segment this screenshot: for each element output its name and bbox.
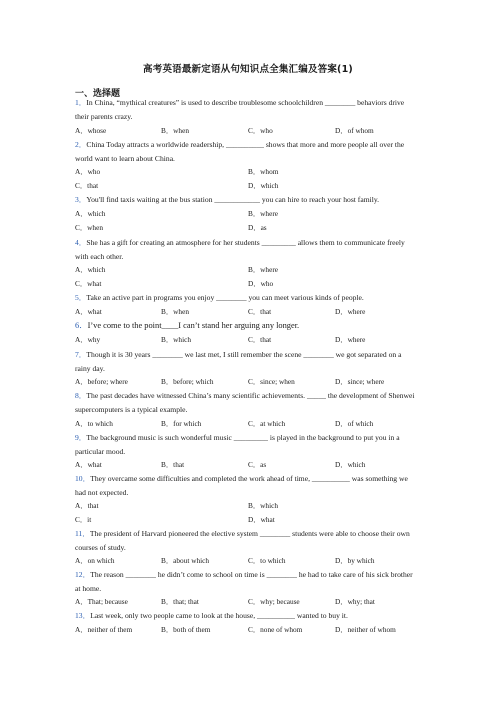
option-d[interactable]: D．who (248, 279, 274, 288)
question-13 (75, 609, 435, 623)
option-b[interactable]: B．when (161, 126, 189, 135)
option-c[interactable]: C．why; because (248, 597, 300, 606)
option-a[interactable]: A．before; where (75, 377, 128, 386)
question-number: 1． (75, 98, 87, 107)
option-a[interactable]: A．That; because (75, 597, 128, 606)
option-a[interactable]: A．who (75, 167, 101, 176)
question-number: 2． (75, 140, 87, 149)
option-a[interactable]: A．on which (75, 556, 115, 565)
option-a[interactable]: A．whose (75, 126, 107, 135)
question-text: The past decades have witnessed China’s many scientific achievements. _____ the development of Shenwei supercomputers is a typical example. (75, 391, 415, 414)
option-d[interactable]: D．which (335, 460, 366, 469)
question-text: The reason ________ he didn’t come to school on time is ________ he had to take care of his sick brother at home. (75, 570, 413, 593)
option-a[interactable]: A．which (75, 209, 106, 218)
question-text: Though it is 30 years ________ we last met, I still remember the scene ________ we got separated on a rainy day. (75, 350, 402, 373)
option-a[interactable]: A．what (75, 307, 102, 316)
option-b[interactable]: B．both of them (161, 625, 211, 634)
option-b[interactable]: B．when (161, 307, 189, 316)
document-title: 高考英语最新定语从句知识点全集汇编及答案(1) (143, 64, 353, 75)
question-text: Take an active part in programs you enjoy ________ you can meet various kinds of people. (86, 293, 364, 302)
question-8 (75, 389, 415, 417)
option-c[interactable]: C．that (75, 181, 99, 190)
option-c[interactable]: C．what (75, 279, 102, 288)
option-a[interactable]: A．that (75, 501, 99, 510)
option-b[interactable]: B．which (248, 501, 278, 510)
option-c[interactable]: C．since; when (248, 377, 295, 386)
option-b[interactable]: B．about which (161, 556, 210, 565)
question-number: 13． (75, 611, 91, 620)
question-6 (75, 319, 435, 333)
option-c[interactable]: C．who (248, 126, 273, 135)
option-d[interactable]: D．where (335, 335, 366, 344)
option-c[interactable]: C．it (75, 515, 92, 524)
question-11 (75, 527, 415, 555)
question-text: In China, “mythical creatures” is used to describe troublesome schoolchildren ________ behaviors drive their parents crazy. (75, 98, 405, 121)
question-number: 4． (75, 238, 87, 247)
question-text: You'll find taxis waiting at the bus station ____________ you can hire to reach your host family. (86, 195, 380, 204)
option-d[interactable]: D．which (248, 181, 279, 190)
option-b[interactable]: B．before; which (161, 377, 214, 386)
option-b[interactable]: B．for which (161, 419, 202, 428)
option-d[interactable]: D．why; that (335, 597, 375, 606)
question-number: 3． (75, 195, 87, 204)
question-number: 9． (75, 433, 87, 442)
option-b[interactable]: B．which (161, 335, 191, 344)
question-4 (75, 236, 415, 264)
option-d[interactable]: D．neither of whom (335, 625, 396, 634)
question-text: The background music is such wonderful music _________ is played in the background to put you in a particular mood. (75, 433, 400, 456)
option-d[interactable]: D．of which (335, 419, 374, 428)
question-5 (75, 291, 435, 305)
option-c[interactable]: C．that (248, 335, 272, 344)
option-d[interactable]: D．what (248, 515, 275, 524)
question-text: I’ve come to the point____I can’t stand her arguing any longer. (87, 321, 300, 330)
option-c[interactable]: C．when (75, 223, 103, 232)
question-number: 5． (75, 293, 87, 302)
option-c[interactable]: C．as (248, 460, 267, 469)
question-number: 10． (75, 474, 91, 483)
option-a[interactable]: A．what (75, 460, 102, 469)
option-a[interactable]: A．neither of them (75, 625, 133, 634)
question-12 (75, 568, 415, 596)
question-2 (75, 138, 415, 166)
option-c[interactable]: C．none of whom (248, 625, 303, 634)
question-9 (75, 431, 415, 459)
option-c[interactable]: C．to which (248, 556, 286, 565)
option-b[interactable]: B．whom (248, 167, 279, 176)
option-b[interactable]: B．that (161, 460, 185, 469)
option-a[interactable]: A．to which (75, 419, 113, 428)
option-d[interactable]: D．of whom (335, 126, 374, 135)
option-c[interactable]: C．at which (248, 419, 286, 428)
question-number: 11． (75, 529, 90, 538)
question-number: 7． (75, 350, 87, 359)
question-number: 6． (75, 321, 88, 330)
option-d[interactable]: D．where (335, 307, 366, 316)
section-heading: 一、选择题 (75, 89, 121, 99)
question-text: They overcame some difficulties and completed the work ahead of time, __________ was something we had not expected. (75, 474, 408, 497)
question-text: Last week, only two people came to look at the house, __________ wanted to buy it. (90, 611, 348, 620)
question-7 (75, 348, 415, 376)
option-b[interactable]: B．where (248, 209, 278, 218)
question-number: 12． (75, 570, 91, 579)
option-a[interactable]: A．which (75, 265, 106, 274)
option-c[interactable]: C．that (248, 307, 272, 316)
question-10 (75, 472, 415, 500)
question-text: China Today attracts a worldwide readership, __________ shows that more and more people all over the world want to learn about China. (75, 140, 405, 163)
option-a[interactable]: A．why (75, 335, 101, 344)
option-b[interactable]: B．where (248, 265, 278, 274)
question-text: The president of Harvard pioneered the elective system ________ students were able to choose their own courses of study. (75, 529, 410, 552)
option-d[interactable]: D．as (248, 223, 267, 232)
option-d[interactable]: D．since; where (335, 377, 385, 386)
question-1 (75, 96, 415, 124)
question-3 (75, 193, 415, 207)
option-b[interactable]: B．that; that (161, 597, 199, 606)
option-d[interactable]: D．by which (335, 556, 375, 565)
question-text: She has a gift for creating an atmosphere for her students _________ allows them to communicate freely with each other. (75, 238, 405, 261)
question-number: 8． (75, 391, 87, 400)
